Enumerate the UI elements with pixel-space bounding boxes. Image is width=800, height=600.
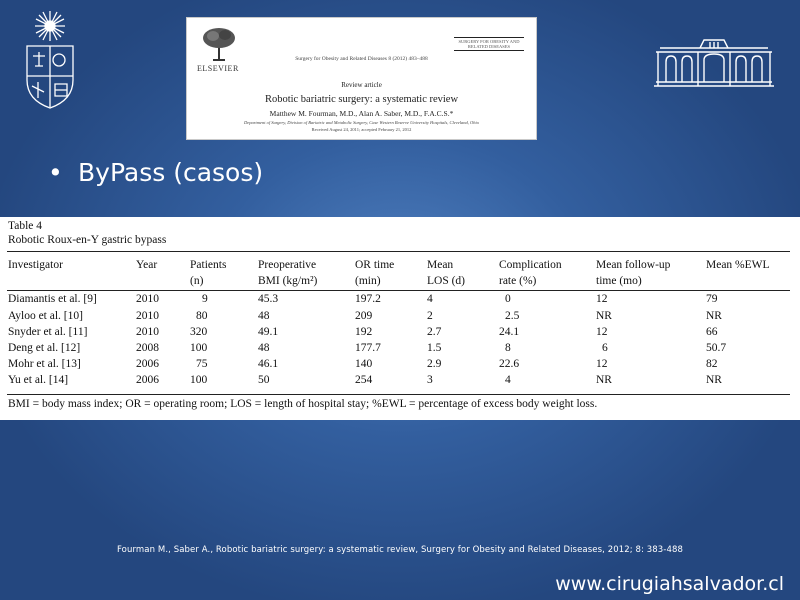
table-header-cell: time (mo) (596, 275, 642, 287)
table-header-cell: Mean (427, 259, 454, 271)
table-header-cell: Preoperative (258, 259, 317, 271)
table-cell: 24.1 (499, 326, 520, 338)
table-cell: 79 (706, 293, 718, 305)
table-cell: 100 (190, 374, 208, 386)
paper-header-image (186, 17, 537, 140)
table-cell: 82 (706, 358, 718, 370)
bullet-symbol: • (48, 158, 63, 187)
table-cell: 140 (355, 358, 373, 370)
table-cell: 0 (505, 293, 511, 305)
citation-text: Fourman M., Saber A., Robotic bariatric surgery: a systematic review, Surgery for Obesity and Related Diseases, 2012; 8: 383-488 (116, 545, 683, 555)
table-caption: Table 4 (8, 220, 43, 232)
table-cell: 66 (706, 326, 718, 338)
paper-received-date: Received August 24, 2011; accepted February 21, 2012 (311, 127, 412, 132)
table-cell: 2006 (136, 358, 159, 370)
table-header-cell: Mean %EWL (706, 259, 770, 271)
table-cell: NR (596, 310, 612, 322)
table-cell: 3 (427, 374, 433, 386)
table-cell: Deng et al. [12] (8, 342, 81, 354)
table-cell: 2010 (136, 293, 159, 305)
table-cell: 50 (258, 374, 270, 386)
paper-authors: Matthew M. Fourman, M.D., Alan A. Saber, M.D., F.A.C.S.* (269, 109, 454, 118)
table-header-cell: Year (136, 259, 158, 271)
table-cell: 4 (505, 374, 511, 386)
table-cell: 4 (427, 293, 433, 305)
table-cell: 49.1 (258, 326, 279, 338)
table-header-cell: (n) (190, 275, 204, 287)
table-cell: 177.7 (355, 342, 381, 354)
table-header-rule (7, 290, 790, 291)
table-cell: 50.7 (706, 342, 727, 354)
bullet-heading (48, 155, 263, 191)
bullet-text: ByPass (casos) (78, 158, 264, 187)
table-cell: 9 (202, 293, 208, 305)
table-footnote: BMI = body mass index; OR = operating room; LOS = length of hospital stay; %EWL = percentage of excess body weight loss. (8, 398, 598, 410)
table-header-cell: BMI (kg/m²) (258, 275, 318, 287)
table-cell: 22.6 (499, 358, 520, 370)
table-cell: 2010 (136, 326, 159, 338)
paper-affiliation: Department of Surgery, Division of Bariatric and Metabolic Surgery, Case Western Reserve University Hospitals, Cleveland, Ohio (243, 120, 480, 125)
journal-name: SURGERY FOR OBESITY AND RELATED DISEASES (454, 37, 524, 51)
table-cell: 12 (596, 293, 608, 305)
table-cell: Diamantis et al. [9] (8, 293, 97, 305)
table-cell: 254 (355, 374, 373, 386)
journal-citation-line: Surgery for Obesity and Related Diseases 8 (2012) 483–488 (295, 56, 428, 62)
table-cell: 6 (602, 342, 608, 354)
table-cell: 48 (258, 310, 270, 322)
table-cell: 8 (505, 342, 511, 354)
table-header-cell: OR time (355, 259, 395, 271)
table-cell: 1.5 (427, 342, 442, 354)
table-top-rule (7, 251, 790, 252)
table-header-cell: (min) (355, 275, 381, 287)
table-cell: Mohr et al. [13] (8, 358, 81, 370)
table-cell: 12 (596, 326, 608, 338)
table-cell: 2 (427, 310, 433, 322)
table-cell: 80 (196, 310, 208, 322)
table-cell: 46.1 (258, 358, 279, 370)
table-header-cell: Investigator (8, 259, 63, 271)
table-bottom-rule (7, 394, 790, 395)
table-cell: 2.5 (505, 310, 520, 322)
table-header-cell: Patients (190, 259, 227, 271)
table-cell: 2.7 (427, 326, 442, 338)
table-cell: 197.2 (355, 293, 381, 305)
article-type: Review article (341, 81, 382, 89)
results-table (0, 217, 800, 420)
table-cell: 2008 (136, 342, 159, 354)
table-cell: 100 (190, 342, 208, 354)
website-url: www.cirugiahsalvador.cl (555, 573, 784, 595)
table-cell: 75 (196, 358, 208, 370)
table-header-cell: Mean follow-up (596, 259, 671, 271)
table-cell: 45.3 (258, 293, 279, 305)
table-cell: 48 (258, 342, 270, 354)
table-cell: NR (596, 374, 612, 386)
hospital-building-icon (652, 38, 776, 90)
table-cell: Yu et al. [14] (8, 374, 69, 386)
table-cell: Snyder et al. [11] (8, 326, 88, 338)
publisher-name: ELSEVIER (197, 64, 239, 73)
table-cell: NR (706, 310, 722, 322)
table-cell: 192 (355, 326, 373, 338)
table-cell: 2006 (136, 374, 159, 386)
table-header-cell: Complication (499, 259, 562, 271)
table-header-cell: LOS (d) (427, 275, 466, 287)
table-cell: NR (706, 374, 722, 386)
table-cell: 2010 (136, 310, 159, 322)
table-cell: Ayloo et al. [10] (8, 310, 83, 322)
paper-title: Robotic bariatric surgery: a systematic review (264, 94, 459, 105)
table-cell: 12 (596, 358, 608, 370)
table-subtitle: Robotic Roux-en-Y gastric bypass (8, 234, 167, 246)
table-cell: 2.9 (427, 358, 442, 370)
table-cell: 209 (355, 310, 373, 322)
table-header-cell: rate (%) (499, 275, 537, 287)
table-cell: 320 (190, 326, 208, 338)
university-crest-icon (22, 8, 78, 110)
